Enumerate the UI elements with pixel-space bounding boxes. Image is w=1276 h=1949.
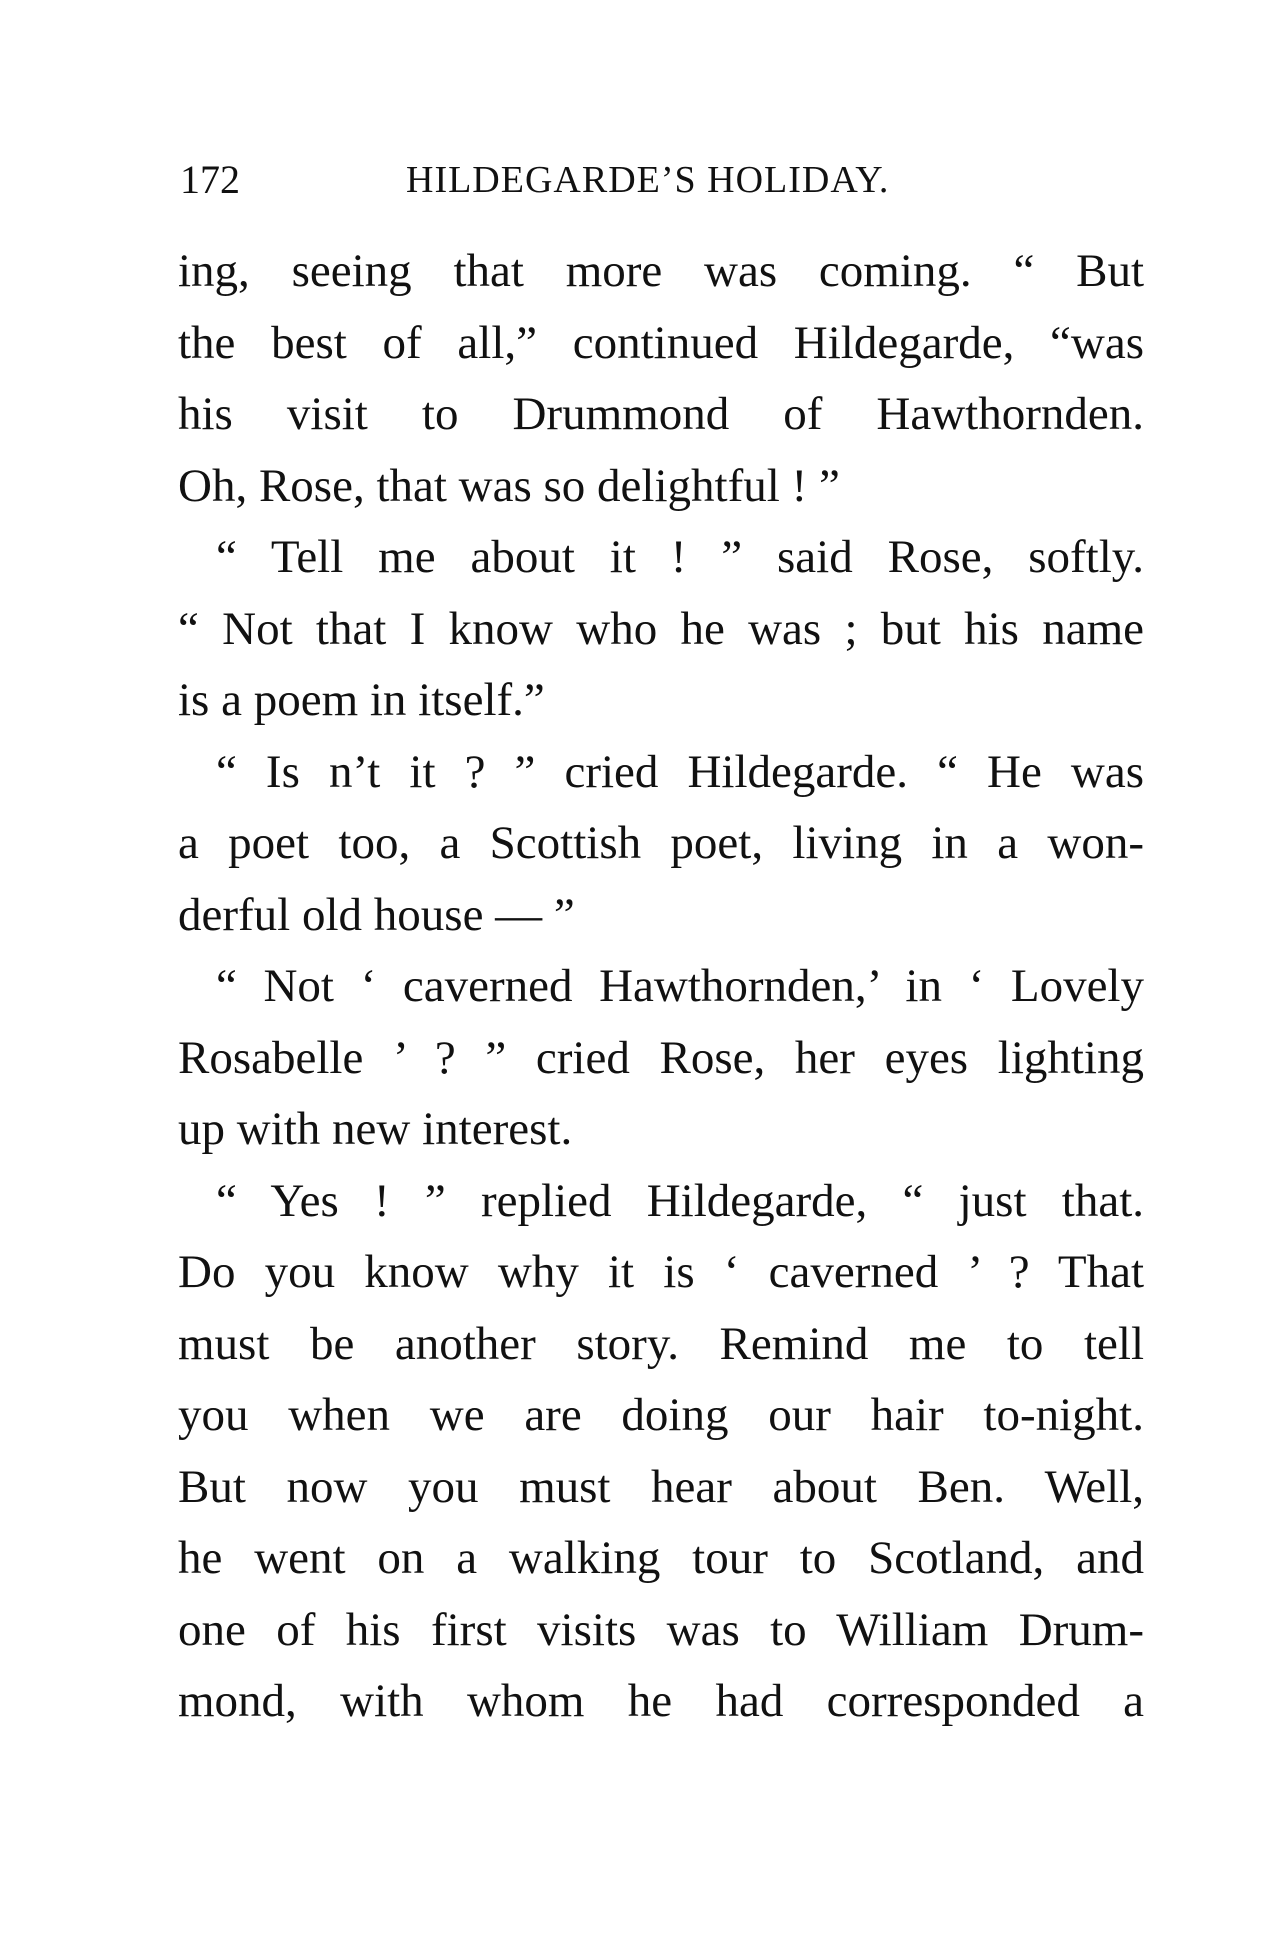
- text-line: you when we are doing our hair to-night.: [178, 1389, 1144, 1441]
- text-line: mond, with whom he had corresponded a: [178, 1675, 1144, 1727]
- text-line: up with new interest.: [178, 1103, 573, 1155]
- page-number: 172: [180, 157, 240, 202]
- text-line: Do you know why it is ‘ caverned ’ ? That: [178, 1246, 1144, 1298]
- text-line: “ Not ‘ caverned Hawthornden,’ in ‘ Lovely: [216, 960, 1144, 1012]
- text-line: he went on a walking tour to Scotland, and: [178, 1532, 1144, 1584]
- text-line: is a poem in itself.”: [178, 674, 545, 726]
- text-line: Oh, Rose, that was so delightful ! ”: [178, 459, 840, 512]
- text-line: “ Yes ! ” replied Hildegarde, “ just that.: [216, 1174, 1144, 1227]
- text-line: Rosabelle ’ ? ” cried Rose, her eyes lighting: [178, 1031, 1144, 1084]
- text-line: “ Is n’t it ? ” cried Hildegarde. “ He was: [216, 745, 1144, 798]
- text-line: must be another story. Remind me to tell: [178, 1317, 1144, 1370]
- body-text: [178, 236, 1144, 1738]
- text-line: one of his first visits was to William Drum-: [178, 1603, 1144, 1656]
- text-line: ing, seeing that more was coming. “ But: [178, 245, 1144, 297]
- page-header: [180, 150, 1140, 210]
- text-line: a poet too, a Scottish poet, living in a won-: [178, 817, 1144, 869]
- text-line: derful old house — ”: [178, 888, 575, 941]
- text-line: “ Not that I know who he was ; but his name: [178, 602, 1144, 655]
- text-line: “ Tell me about it ! ” said Rose, softly.: [216, 531, 1144, 583]
- text-line: his visit to Drummond of Hawthornden.: [178, 388, 1144, 440]
- text-line: the best of all,” continued Hildegarde, “was: [178, 316, 1144, 369]
- running-title: HILDEGARDE’S HOLIDAY.: [406, 159, 890, 201]
- text-line: But now you must hear about Ben. Well,: [178, 1460, 1144, 1513]
